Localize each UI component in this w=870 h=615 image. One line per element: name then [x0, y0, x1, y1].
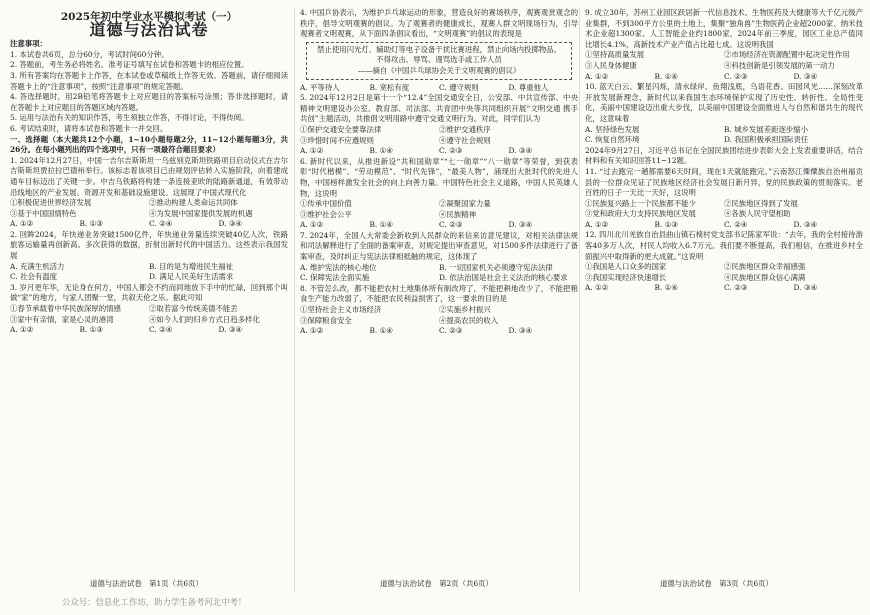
answer-choice: B. ①③ — [654, 219, 678, 229]
answer-choice: A. ①② — [585, 219, 609, 229]
answer-choice: C. ②③ — [439, 146, 463, 156]
option: ②市场经济在资源配置中起决定性作用 — [724, 50, 850, 60]
convention-box — [306, 42, 572, 80]
note-item: 6. 考试结束时，请将本试卷和答题卡一并交回。 — [10, 123, 168, 133]
question-8-answers — [300, 326, 578, 337]
option: ②实施乡村振兴 — [439, 305, 491, 315]
answer-choice: C. ②③ — [439, 326, 463, 336]
question-6-options-row — [300, 210, 578, 221]
page-footer: 道德与法治试卷 第1页（共6页） — [90, 579, 203, 588]
answer-choice: D. ③④ — [793, 219, 818, 229]
question-3-answers — [10, 325, 288, 336]
option: ③人民身体健康 — [585, 60, 637, 70]
question-1-answers — [10, 219, 288, 230]
question-3-stem: 3. 岁月更年华，无论身在何方，中国人都会不约而同地放下手中的忙碌，回到那个叫做“家”的地方，与家人团聚一堂，共叙天伦之乐。据此可知 — [10, 282, 288, 303]
option: ③维护社会公平 — [300, 209, 352, 219]
answer-choice: B. ①④ — [369, 220, 393, 230]
question-10-options-row — [585, 125, 863, 136]
option: ③保障粮食安全 — [300, 315, 352, 325]
answer-choice: D. ③④ — [508, 220, 533, 230]
option: ④科技创新是引领发展的第一动力 — [724, 60, 835, 70]
option: ②凝聚国家力量 — [439, 199, 491, 209]
question-7-options-row — [300, 263, 578, 274]
question-12-options-row — [585, 262, 863, 273]
question-9-stem: 9. 成立30年，苏州工业园区跃居新一代信息技术、生物医药及大健康等大千亿元级产业集群，不到300平方公里的土地上，集聚“独角兽”生物医药企业超2000家、纳米技术企业超1300家、人工智能企业约1800家，2024年前三季度，园区工业总产值同比增长4.1%，高新技术产业产值占比超七成。这说明我国 — [585, 8, 863, 49]
answer-choice: A. ①② — [10, 325, 34, 335]
question-4-stem: 4. 中国乒协表示，为维护乒乓球运动的形象，营造良好的赛场秩序，观赛观赏观念的秩序，倡导文明观赛的倡议。为了观赛者的健康成长，观赛人群文明现场行为，引导观赛者文明观赛，从下面四条倡议看出，“文明观赛”的倡议的表现是 — [300, 8, 578, 39]
exam-title: 2025年初中学业水平模拟考试（一） — [60, 11, 238, 23]
option: A. 维护宪法的核心地位 — [300, 262, 377, 272]
question-1-options-row — [10, 198, 288, 209]
option: ②取若富今传统美德不能丢 — [149, 304, 238, 314]
option: C. 恢复自然环境 — [585, 135, 640, 145]
question-2-options-row — [10, 272, 288, 283]
question-6-stem: 6. 新时代以来，从推进新设“共和国勋章”“七一勋章”“八一勋章”等荣誉，到获表彰“时代楷模”、“劳动模范”、“时代先锋”，“最美人物”，涌现出大批时代的先进人物，中国榜样激发全社会的向上向善力量。中国特色社会主义道路，中国人民英雄人物，这说明 — [300, 156, 578, 198]
answer-choice: A. ①② — [10, 219, 34, 229]
convention-source: ——摘自《中国乒乓球协会关于文明观赛的倡议》 — [357, 65, 521, 75]
question-1-stem: 1. 2024年12月27日，中国一吉尔吉斯斯坦一乌兹别克斯坦铁路项目启动仪式在吉尔吉斯斯坦贾拉拉巴德州举行。该标志着该项目已由规划评估转入实施阶段，向着建成通车目标迈出了关键一步。中吉乌铁路将构建一条连接亚欧的陆路新通道，有效带动沿线地区的产业发展、资源开发和基础设施建设。这展现了中国式现代化 — [10, 155, 288, 197]
option: ③党和政府大力支持民族地区发展 — [585, 209, 696, 219]
question-7-stem: 7. 2024年，全国人大常委会新收到人民群众的来信来访意见建议，对相关法律法规和司法解释进行了全面的备案审查，对规定提出审查意见，对1500多件法律进行了备案审查，及时纠正与宪法法律相抵触的规定，这体现了 — [300, 230, 578, 262]
option: C. 社会有温度 — [10, 272, 58, 282]
option: ①坚持高质量发展 — [585, 50, 645, 60]
question-12-options-row — [585, 273, 863, 284]
question-5-answers — [300, 146, 578, 157]
answer-choice: D. 尊重他人 — [508, 82, 549, 92]
answer-choice: D. ③④ — [218, 325, 243, 335]
page-footer: 道德与法治试卷 第3页（共6页） — [660, 579, 773, 588]
subject-title: 道德与法治试卷 — [89, 19, 209, 39]
note-item: 2. 答题前，考生务必将姓名、准考证号填写在试卷和答题卡的相应位置。 — [10, 60, 249, 70]
answer-choice: B. 宽松有度 — [369, 82, 410, 92]
option: ④遵守社会规则 — [439, 135, 491, 145]
option: ④民族精神 — [439, 209, 476, 219]
answer-choice: A. ①② — [300, 146, 324, 156]
note-item: 1. 本试卷共6页，总分60分，考试时间60分钟。 — [10, 49, 169, 59]
option: A. 坚持绿色发展 — [585, 124, 640, 134]
question-1-options-row — [10, 209, 288, 220]
answer-choice: B. ①③ — [79, 219, 103, 229]
column-divider — [579, 8, 580, 593]
option: C. 保障宪法全面实施 — [300, 273, 370, 283]
option: ③我国实现经济快速增长 — [585, 272, 667, 282]
question-3-options-row — [10, 304, 288, 315]
question-2-options-row — [10, 262, 288, 273]
option: D. 依法治国是社会主义法治的核心要求 — [439, 273, 568, 283]
option: ②民族地区群众幸福感强 — [724, 262, 806, 272]
page-3-column — [585, 8, 863, 578]
answer-choice: A. ①② — [300, 326, 324, 336]
question-11-answers — [585, 220, 863, 231]
option: ①坚持社会主义市场经济 — [300, 305, 382, 315]
answer-choice: D. ③④ — [508, 146, 533, 156]
answer-choice: A. 平等待人 — [300, 82, 340, 92]
option: ②民族地区得到了发展 — [724, 198, 798, 208]
section-one-heading: 一、选择题（本大题共12个小题，1~10小题每题2分，11~12小题每题3分，共26分。在每小题列出的四个选项中，只有一项最符合题目要求） — [10, 134, 288, 155]
question-11-options-row — [585, 209, 863, 220]
column-divider — [294, 8, 295, 593]
option: ④如今人们的归乡方式日趋多样化 — [149, 314, 260, 324]
answer-choice: C. ②④ — [149, 219, 173, 229]
question-11-stem: 11. “过去跑完一趟都需要6天时间，现在1天就能跑完。”云南怒江傈僳族自治州福贡县的一位群众见证了民族地区经济社会发展日新月异，党的民族政策的贯彻落实。老百姓的日子一天比一天好，这说明 — [585, 166, 863, 198]
option: ③珍惜时间不应遵规则 — [300, 135, 374, 145]
option: ①我国是人口众多的国家 — [585, 262, 667, 272]
answer-choice: C. 遵守规则 — [439, 82, 479, 92]
note-item: 3. 所有答案均在答题卡上作答，在本试卷或草稿纸上作答无效。答题前，请仔细阅读答题卡上的“注意事项”，按照“注意事项”的规定答题。 — [10, 70, 288, 91]
option: ④各族人民守望相助 — [724, 209, 791, 219]
option: ④为发展中国家提供发展的机遇 — [149, 208, 253, 218]
question-4-answers — [300, 83, 578, 94]
answer-choice: C. ②③ — [724, 71, 748, 81]
answer-choice: D. ③④ — [218, 219, 243, 229]
question-7-options-row — [300, 273, 578, 284]
option: B. 城乡发展差距逐步缩小 — [724, 124, 809, 134]
option: ②维护交通秩序 — [439, 124, 491, 134]
page-1-column — [10, 8, 288, 578]
option: ③家中有亲情，家是心灵的港湾 — [10, 314, 114, 324]
option: ②推动构建人类命运共同体 — [149, 198, 238, 208]
answer-choice: C. ②③ — [724, 283, 748, 293]
question-12-stem: 12. 四川北川羌族自治县曲山镇石椅村党支部书记陈家军说：“去年，我的全村接待游客40多万人次，村民人均收入6.7万元。我们要不断提高，我们相信，在推进乡村全面振兴中取得新的更大成就。”这说明 — [585, 230, 863, 261]
answer-choice: C. ②④ — [149, 325, 173, 335]
page-2-column — [300, 8, 578, 578]
question-6-answers — [300, 220, 578, 231]
question-9-options-row — [585, 61, 863, 72]
question-2-stem: 2. 回眸2024，年快递业务突破1500亿件，年快递业务量连续突破40亿人次，铁路旅客运输量再创新高。多次获得的数据，折射出新时代的中国活力。这些表示我国发展 — [10, 229, 288, 261]
question-10-options-row — [585, 135, 863, 146]
convention-text: 禁止使用闪光灯、辅助灯等电子设备干扰比赛进程，禁止向场内投掷物品。 — [317, 44, 561, 54]
note-item: 5. 运用与法治有关的知识作答，考生须独立作答，不得讨论，不得传阅。 — [10, 113, 249, 123]
answer-choice: C. ②④ — [724, 219, 748, 229]
passage-11-12: 2024年9月27日，习近平总书记在全国民族团结进步表彰大会上发表重要讲话，结合材料和有关知识回答11~12题。 — [585, 145, 863, 166]
answer-choice: B. ①④ — [369, 326, 393, 336]
question-9-options-row — [585, 50, 863, 61]
answer-choice: A. ①② — [300, 220, 324, 230]
answer-choice: C. ②③ — [439, 220, 463, 230]
answer-choice: D. ③④ — [793, 71, 818, 81]
question-3-options-row — [10, 315, 288, 326]
option: A. 充满生机活力 — [10, 261, 65, 271]
notes-heading: 注意事项： — [10, 39, 47, 49]
option: D. 满足人民美好生活需求 — [149, 272, 234, 282]
answer-choice: D. ③④ — [793, 283, 818, 293]
option: ①积极促进世界经济发展 — [10, 198, 92, 208]
option: ①传承中国价值 — [300, 199, 352, 209]
question-12-answers — [585, 283, 863, 294]
option: B. 一切国家机关必须遵守宪法法律 — [439, 262, 553, 272]
answer-choice: A. ①② — [585, 71, 609, 81]
option: B. 目的是为增进民生福祉 — [149, 261, 234, 271]
question-9-answers — [585, 72, 863, 83]
option: ①保护交通安全要靠法律 — [300, 124, 382, 134]
question-11-options-row — [585, 199, 863, 210]
option: ①春节承载着中华民族深厚的情感 — [10, 304, 121, 314]
option: D. 我国积极承担国际责任 — [724, 135, 809, 145]
convention-text: 不得攻击、辱骂、谩骂选手或工作人员 — [376, 55, 502, 65]
question-8-options-row — [300, 316, 578, 327]
option: ③基于中国国情特色 — [10, 208, 77, 218]
question-6-options-row — [300, 199, 578, 210]
watermark-text: 公众号：信息化工作坊，助力学生备考河北中考！ — [62, 597, 247, 607]
question-5-options-row — [300, 136, 578, 147]
option: ④民族地区群众信心满满 — [724, 272, 806, 282]
answer-choice: B. ①④ — [369, 146, 393, 156]
question-5-options-row — [300, 125, 578, 136]
answer-choice: B. ①③ — [79, 325, 103, 335]
question-8-stem: 8. 不管怎么改，都不能把农村土地集体所有制改垮了，不能把耕地改少了，不能把粮食生产能力改弱了，不能把农民利益损害了，这一要求的目的是 — [300, 283, 578, 304]
option: ①民族复兴路上一个民族都不能少 — [585, 198, 696, 208]
answer-choice: B. ①④ — [654, 283, 678, 293]
option: ④提高农民的收入 — [439, 315, 499, 325]
note-item: 4. 答选择题时，用2B铅笔将答题卡上对应题目的答案标号涂黑；答非选择题时，请在答题卡上对应题目的答题区域内答题。 — [10, 92, 288, 112]
page-footer: 道德与法治试卷 第2页（共6页） — [380, 579, 493, 588]
question-8-options-row — [300, 305, 578, 316]
answer-choice: B. ①④ — [654, 71, 678, 81]
answer-choice: A. ①② — [585, 283, 609, 293]
answer-choice: D. ③④ — [508, 326, 533, 336]
question-10-stem: 10. 蓝天白云、繁星闪烁，清水绿岸、鱼翔浅底，乌语花香、田园风光……深刻改革开放发展新理念，新时代以来我国生态环境保护实现了历史性、转折性、全局性变化，美丽中国建设迈出重大步伐，以美丽中国建设全面推进人与自然和谐共生的现代化，这意味着 — [585, 82, 863, 123]
question-5-stem: 5. 2024年12月2日是第十一个“12.4”全国交通安全日，公安部、中共宣传部、中央精神文明建设办公室、教育部、司法部、共青团中央等共同组织开展“文明交通 携手共创”主题活动，共推倡文明用路中遵守交通文明行为。对此，同学们认为 — [300, 93, 578, 124]
